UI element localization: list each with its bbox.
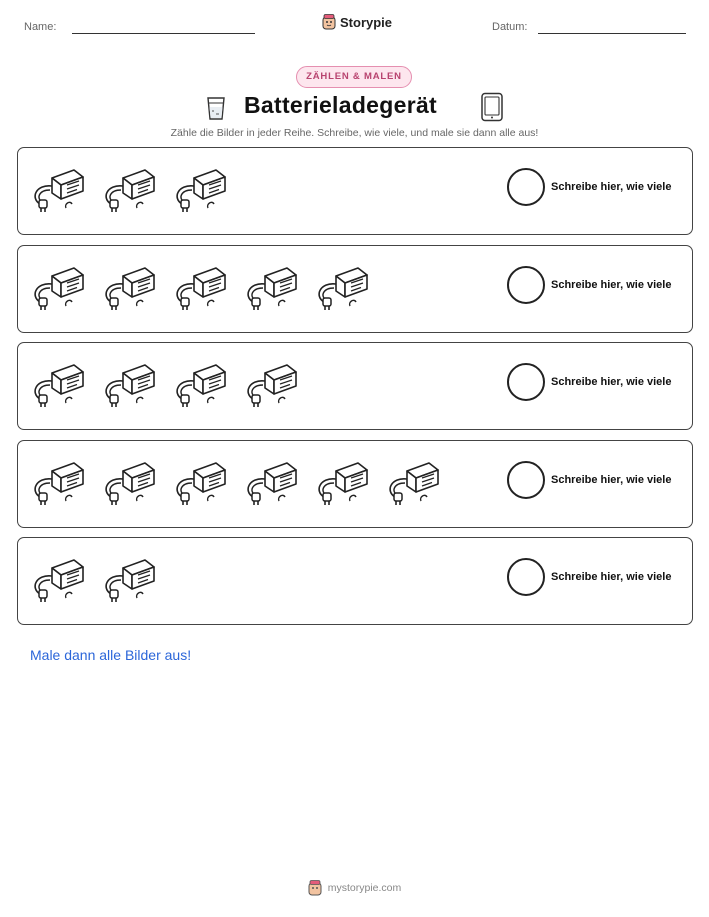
battery-charger-icon[interactable]	[314, 457, 368, 507]
row-icons	[30, 164, 226, 214]
answer-circle[interactable]	[507, 266, 545, 304]
answer-label: Schreibe hier, wie viele	[551, 571, 672, 584]
answer-circle[interactable]	[507, 461, 545, 499]
storypie-mascot-icon	[322, 14, 336, 30]
counting-row	[17, 537, 693, 625]
brand-name: Storypie	[340, 14, 393, 30]
battery-charger-icon[interactable]	[101, 554, 155, 604]
water-glass-icon	[205, 95, 227, 121]
title-row	[0, 92, 709, 124]
answer-label: Schreibe hier, wie viele	[551, 278, 672, 291]
storypie-mascot-icon	[308, 880, 322, 896]
instructions-text: Zähle die Bilder in jeder Reihe. Schreibe, wie viele, und male sie dann alle aus!	[170, 127, 539, 139]
footer-note: Male dann alle Bilder aus!	[30, 647, 192, 663]
worksheet-title: Batterieladegerät	[244, 92, 438, 118]
battery-charger-icon[interactable]	[30, 457, 84, 507]
counting-row	[17, 245, 693, 333]
battery-charger-icon[interactable]	[101, 164, 155, 214]
battery-charger-icon[interactable]	[243, 457, 297, 507]
answer-circle[interactable]	[507, 558, 545, 596]
answer-label: Schreibe hier, wie viele	[551, 473, 672, 486]
counting-row	[17, 147, 693, 235]
battery-charger-icon[interactable]	[314, 262, 368, 312]
answer-label: Schreibe hier, wie viele	[551, 376, 672, 389]
date-line	[538, 33, 686, 34]
tablet-icon	[480, 92, 504, 122]
battery-charger-icon[interactable]	[30, 359, 84, 409]
name-line	[72, 33, 255, 34]
worksheet-header	[0, 0, 709, 50]
footer-site: mystorypie.com	[327, 882, 402, 894]
battery-charger-icon[interactable]	[172, 359, 226, 409]
battery-charger-icon[interactable]	[30, 262, 84, 312]
row-icons	[30, 359, 297, 409]
battery-charger-icon[interactable]	[101, 262, 155, 312]
category-badge: ZÄHLEN & MALEN	[296, 66, 412, 88]
battery-charger-icon[interactable]	[30, 554, 84, 604]
answer-circle[interactable]	[507, 363, 545, 401]
name-label: Name:	[24, 21, 57, 33]
battery-charger-icon[interactable]	[101, 359, 155, 409]
row-icons	[30, 457, 439, 507]
footer	[0, 880, 709, 896]
battery-charger-icon[interactable]	[172, 457, 226, 507]
battery-charger-icon[interactable]	[172, 164, 226, 214]
answer-circle[interactable]	[507, 168, 545, 206]
battery-charger-icon[interactable]	[172, 262, 226, 312]
date-label: Datum:	[492, 21, 528, 33]
battery-charger-icon[interactable]	[101, 457, 155, 507]
row-icons	[30, 262, 368, 312]
counting-row	[17, 440, 693, 528]
brand-logo	[322, 14, 392, 30]
battery-charger-icon[interactable]	[243, 359, 297, 409]
counting-rows	[17, 147, 693, 635]
battery-charger-icon[interactable]	[30, 164, 84, 214]
battery-charger-icon[interactable]	[243, 262, 297, 312]
answer-label: Schreibe hier, wie viele	[551, 181, 672, 193]
battery-charger-icon[interactable]	[385, 457, 439, 507]
counting-row	[17, 342, 693, 430]
row-icons	[30, 554, 155, 604]
